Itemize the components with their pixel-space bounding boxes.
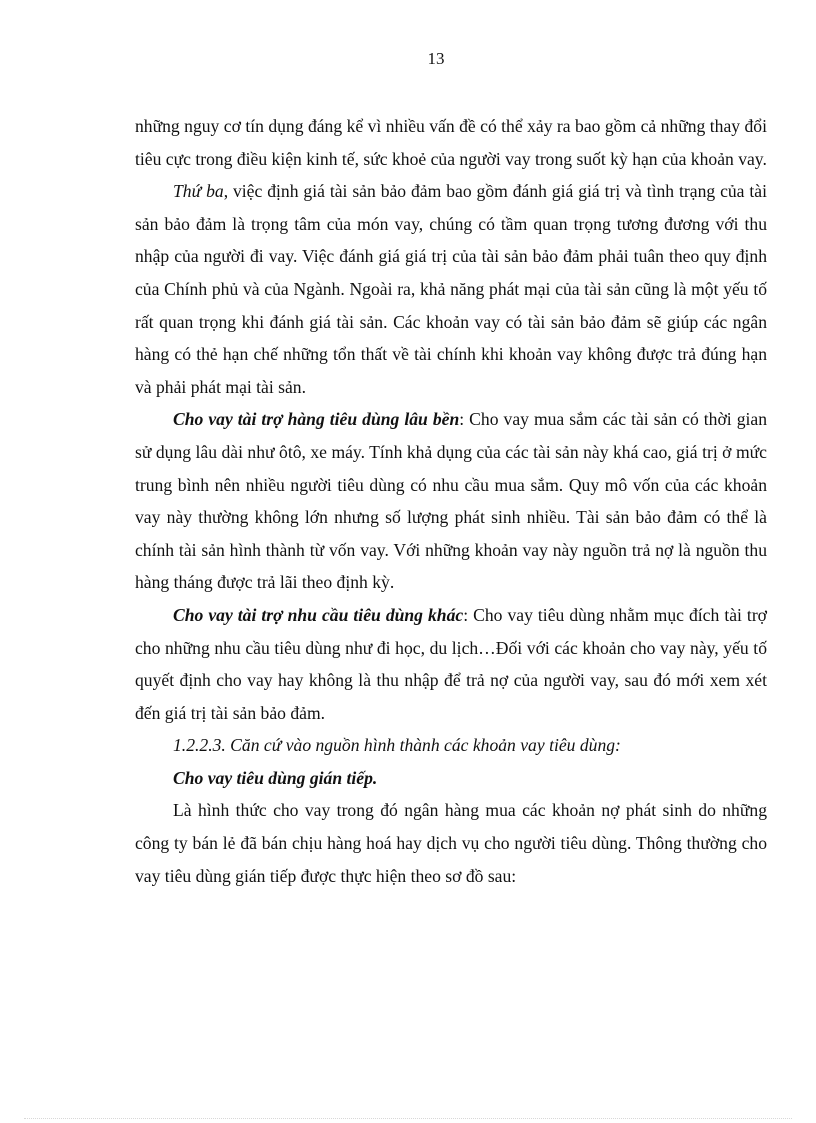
subsection-heading — [135, 762, 767, 795]
section-heading: 1.2.2.3. Căn cứ vào nguồn hình thành các khoản vay tiêu dùng: — [173, 735, 621, 756]
page-number: 13 — [427, 49, 445, 68]
term-durable-goods-loans: Cho vay tài trợ hàng tiêu dùng lâu bền — [173, 409, 460, 430]
paragraph-collateral-text: , việc định giá tài sản bảo đảm bao gồm đánh giá giá trị và tình trạng của tài sản bảo đảm là trọng tâm của món vay, chúng có tầm quan trọng tương đương với thu nhập của người đi vay. Việc đánh giá giá trị của tài sản bảo đảm phải tuân theo quy định của Chính phủ và của Ngành. Ngoài ra, khả năng phát mại của tài sản cũng là một yếu tố rất quan trọng khi đánh giá tài sản. Các khoản vay có tài sản bảo đảm sẽ giúp các ngân hàng có thẻ hạn chế những tổn thất về tài chính khi khoản vay không được trả đúng hạn và phải phát mại tài sản. — [135, 181, 767, 397]
page-bottom-rule — [24, 1118, 792, 1119]
paragraph-collateral-valuation — [135, 175, 767, 403]
paragraph-indirect-lending: Là hình thức cho vay trong đó ngân hàng mua các khoản nợ phát sinh do những công ty bán lẻ đã bán chịu hàng hoá hay dịch vụ cho người tiêu dùng. Thông thường cho vay tiêu dùng gián tiếp được thực hiện theo sơ đồ sau: — [135, 800, 767, 886]
paragraph-other-consumer-text: : Cho vay tiêu dùng nhằm mục đích tài trợ cho những nhu cầu tiêu dùng như đi học, du lịch…Đối với các khoản cho vay này, yếu tố quyết định cho vay hay không là thu nhập để trả nợ của người vay, sau đó mới xem xét đến giá trị tài sản bảo đảm. — [135, 604, 767, 723]
paragraph-other-consumer-loans — [135, 599, 767, 729]
paragraph-durable-goods-text: : Cho vay mua sắm các tài sản có thời gian sử dụng lâu dài như ôtô, xe máy. Tính khả dụng của các tài sản này khá cao, giá trị ở mức trung bình nên nhiều người tiêu dùng có nhu cầu mua sắm. Quy mô vốn của các khoản vay này thường không lớn nhưng số lượng phát sinh nhiều. Tài sản bảo đảm có thể là chính tài sản hình thành từ vốn vay. Với những khoản vay này nguồn trả nợ là nguồn thu hàng tháng được trả lãi theo định kỳ. — [135, 409, 767, 593]
document-body — [135, 110, 767, 892]
subsection-heading-text: Cho vay tiêu dùng gián tiếp — [173, 767, 373, 788]
paragraph-durable-goods-loans — [135, 403, 767, 599]
paragraph-credit-risk: những nguy cơ tín dụng đáng kể vì nhiều vấn đề có thể xảy ra bao gồm cả những thay đổi tiêu cực trong điều kiện kinh tế, sức khoẻ của người vay trong suốt kỳ hạn của khoản vay. — [135, 116, 767, 169]
term-other-consumer-loans: Cho vay tài trợ nhu cầu tiêu dùng khác — [173, 604, 464, 625]
subsection-heading-punct: . — [372, 767, 378, 788]
paragraph-lead-third: Thứ ba — [173, 181, 224, 202]
